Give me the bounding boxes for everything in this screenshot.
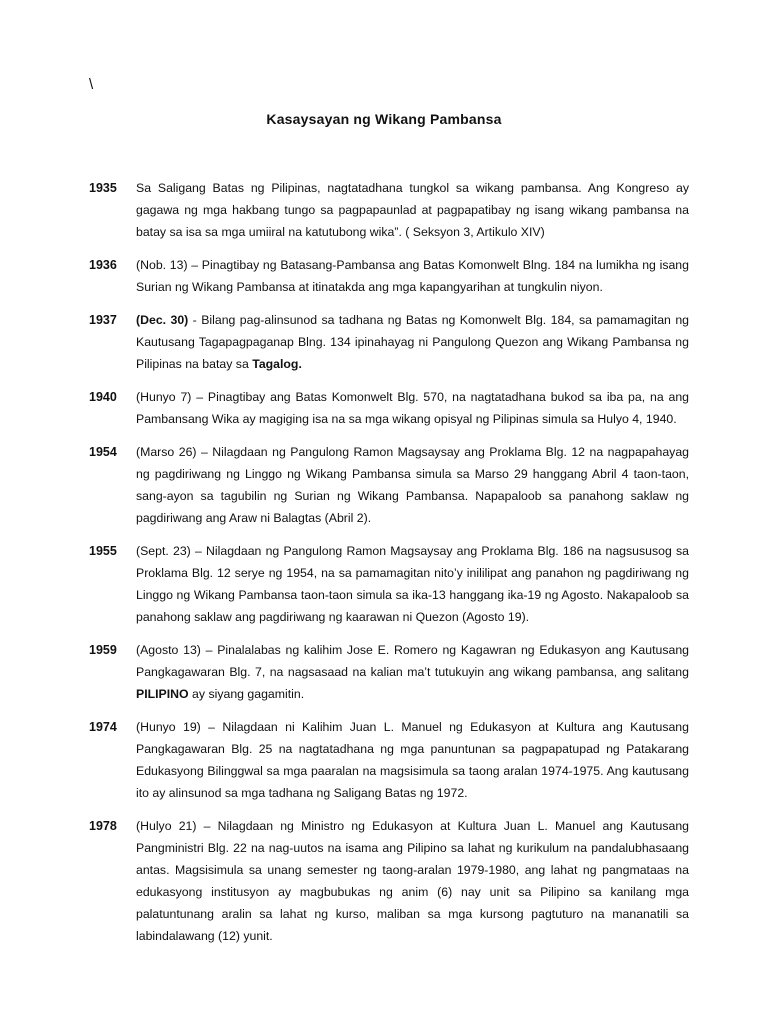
entry-year: 1937 [89, 313, 117, 327]
entry-text-span: - Bilang pag-alinsunod sa tadhana ng Batas ng Komonwelt Blg. 184, sa pamamagitan ng Kautusang Tagapagpaganap Blng. 134 ipinahayag ni Pangulong Quezon ang Wikang Pambansa ng Pilipinas na batay sa [136, 313, 689, 371]
entry-year: 1959 [89, 643, 117, 657]
entry-text-span: (Nob. 13) – Pinagtibay ng Batasang-Pambansa ang Batas Komonwelt Blng. 184 na lumikha ng isang Surian ng Wikang Pambansa at itinatakda ang mga kapangyarihan at tungkulin niyon. [136, 258, 689, 294]
entry-year: 1974 [89, 720, 117, 734]
timeline-entry-1940 [89, 386, 689, 430]
timeline-entry-1959 [89, 639, 689, 705]
entry-text [136, 309, 689, 375]
timeline-entry-1935 [89, 177, 689, 243]
entry-year: 1940 [89, 390, 117, 404]
stray-backslash-mark: \ [89, 76, 94, 93]
entry-year: 1935 [89, 181, 117, 195]
entry-year: 1955 [89, 544, 117, 558]
entry-text-span: (Hulyo 21) – Nilagdaan ng Ministro ng Edukasyon at Kultura Juan L. Manuel ang Kautusang Pangministri Blg. 22 na nag-uutos na isama ang Pilipino sa lahat ng kurikulum na pandalubhasaang antas. Magsisimula sa unang semester ng taong-aralan 1979-1980, ang lahat ng pangmataas na edukasyong institusyon ay magbubukas ng anim (6) nay unit sa Pilipino sa kanilang mga palatuntunang aralin sa lahat ng kurso, maliban sa mga kursong pagtuturo na mananatili sa labindalawang (12) yunit. [136, 819, 689, 943]
entry-text-span: (Marso 26) – Nilagdaan ng Pangulong Ramon Magsaysay ang Proklama Blg. 12 na nagpapahayag ng pagdiriwang ng Linggo ng Wikang Pambansa simula sa Marso 29 hanggang Abril 4 taon-taon, sang-ayon sa tagubilin ng Surian ng Wikang Pambansa. Napapaloob sa panahong saklaw ng pagdiriwang ang Araw ni Balagtas (Abril 2). [136, 445, 689, 525]
document-title: Kasaysayan ng Wikang Pambansa [266, 111, 502, 127]
entry-text-span: Sa Saligang Batas ng Pilipinas, nagtatadhana tungkol sa wikang pambansa. Ang Kongreso ay gagawa ng mga hakbang tungo sa pagpapaunlad at pagpapatibay ng isang wikang pambansa na batay sa isa sa mga umiiral na katutubong wika”. ( Seksyon 3, Artikulo XIV) [136, 181, 689, 239]
entry-emphasis: Tagalog [252, 357, 299, 371]
entry-text [136, 386, 689, 430]
timeline-entry-1937 [89, 309, 689, 375]
entry-text [136, 716, 689, 804]
timeline-entry-1936 [89, 254, 689, 298]
entry-text-span: (Hunyo 7) – Pinagtibay ang Batas Komonwelt Blg. 570, na nagtatadhana bukod sa iba pa, na ang Pambansang Wika ay magiging isa na sa mga wikang opisyal ng Pilipinas simula sa Hulyo 4, 1940. [136, 390, 689, 426]
entry-text [136, 254, 689, 298]
entry-date-bold: (Dec. 30) [136, 313, 189, 327]
entry-tail: . [298, 357, 302, 371]
entry-year: 1978 [89, 819, 117, 833]
entry-text [136, 815, 689, 947]
entry-year: 1936 [89, 258, 117, 272]
entry-text-span: (Sept. 23) – Nilagdaan ng Pangulong Ramon Magsaysay ang Proklama Blg. 186 na nagsususog sa Proklama Blg. 12 serye ng 1954, na sa pamamagitan nito’y inililipat ang panahon ng pagdiriwang ng Linggo ng Wikang Pambansa taon-taon simula sa ika-13 hanggang ika-19 ng Agosto. Nakapaloob sa panahong saklaw ang pagdiriwang ng kaarawan ni Quezon (Agosto 19). [136, 544, 689, 624]
entry-text-span: (Hunyo 19) – Nilagdaan ni Kalihim Juan L. Manuel ng Edukasyon at Kultura ang Kautusang Pangkagawaran Blg. 25 na nagtatadhana ng mga panuntunan sa pagpapatupad ng Patakarang Edukasyong Bilinggwal sa mga paaralan na magsisimula sa taong aralan 1974-1975. Ang kautusang ito ay alinsunod sa mga tadhana ng Saligang Batas ng 1972. [136, 720, 689, 800]
entry-text [136, 177, 689, 243]
timeline-entry-1954 [89, 441, 689, 529]
entry-emphasis: PILIPINO [136, 687, 189, 701]
timeline-entry-1978 [89, 815, 689, 947]
entry-text [136, 540, 689, 628]
timeline-entry-1955 [89, 540, 689, 628]
entry-tail: ay siyang gagamitin. [188, 687, 305, 701]
entry-year: 1954 [89, 445, 117, 459]
timeline-list [89, 177, 689, 958]
entry-text [136, 441, 689, 529]
entry-text [136, 639, 689, 705]
timeline-entry-1974 [89, 716, 689, 804]
entry-text-span: (Agosto 13) – Pinalalabas ng kalihim Jose E. Romero ng Kagawran ng Edukasyon ang Kautusang Pangkagawaran Blg. 7, na nagsasaad na kalian ma’t tutukuyin ang wikang pambansa, ang salitang [136, 643, 689, 679]
